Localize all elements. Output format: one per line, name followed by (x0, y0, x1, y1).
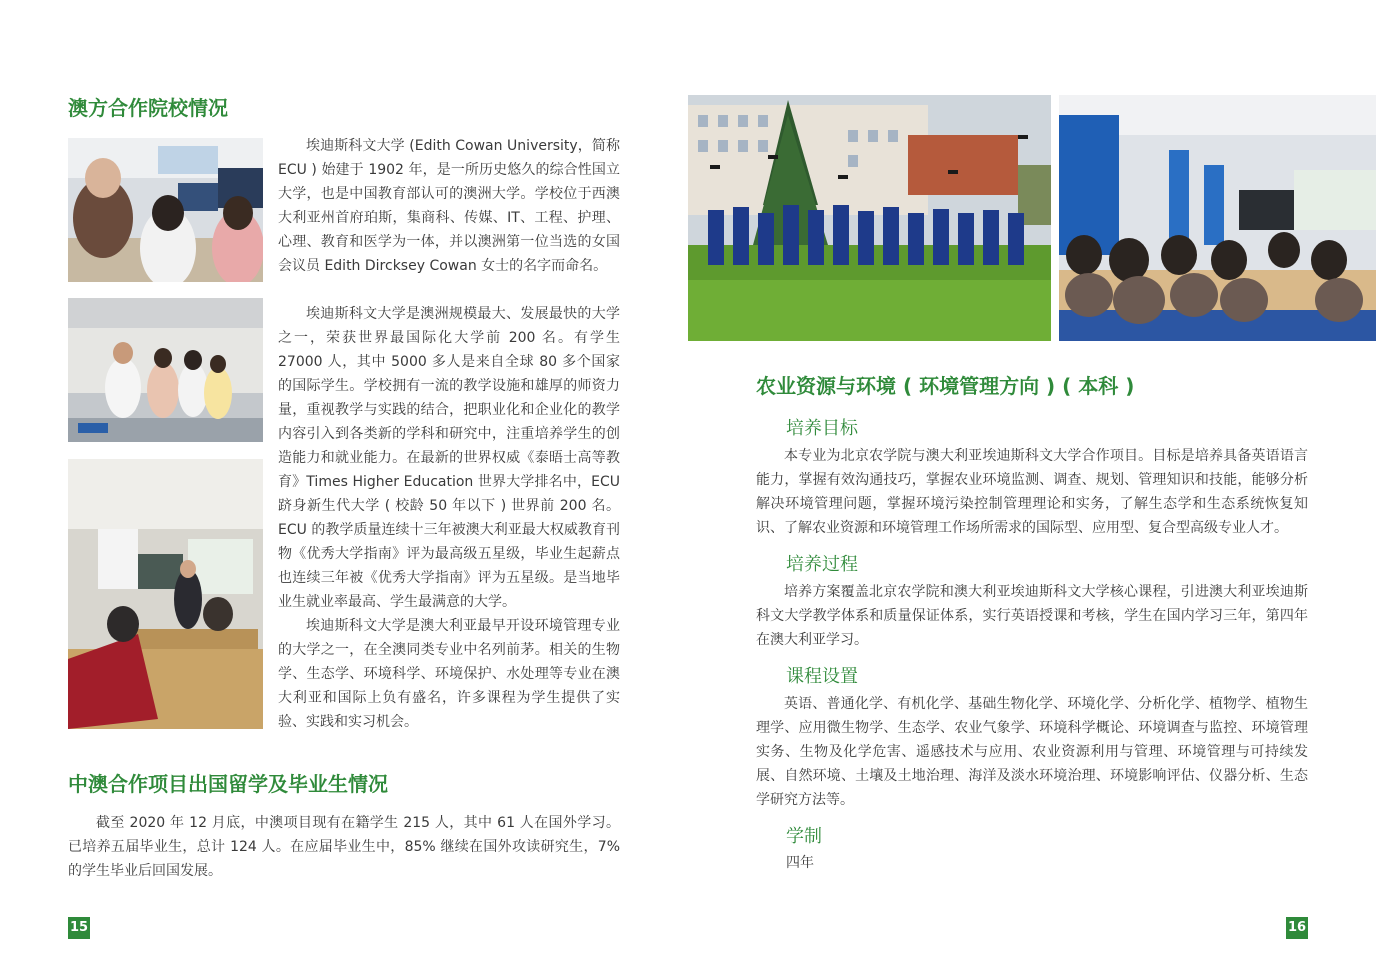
page-number-right: 16 (1286, 917, 1308, 939)
graduates-paragraph: 截至 2020 年 12 月底，中澳项目现有在籍学生 215 人，其中 61 人在国外学习。已培养五届毕业生，总计 124 人。在应届毕业生中，85% 继续在国外攻读研究生，7% 的学生毕业后回国发展。 (68, 815, 620, 879)
courses-text: 英语、普通化学、有机化学、基础生物化学、环境化学、分析化学、植物学、植物生理学、应用微生物学、生态学、农业气象学、环境科学概论、环境调查与监控、环境管理实务、生物及化学危害、遥感技术与应用、农业资源利用与管理、环境管理与可持续发展、自然环境、土壤及土地治理、海洋及淡水环境治理、环境影响评估、仪器分析、生态学研究方法等。 (756, 696, 1308, 808)
section-title-graduates: 中澳合作项目出国留学及毕业生情况 (68, 772, 388, 796)
classroom-photo (68, 459, 263, 729)
lecture-hall-photo (1059, 95, 1376, 341)
right-page (688, 0, 1376, 972)
process-text: 培养方案覆盖北京农学院和澳大利亚埃迪斯科文大学核心课程，引进澳大利亚埃迪斯科文大学教学体系和质量保证体系，实行英语授课和考核，学生在国内学习三年，第四年在澳大利亚学习。 (756, 584, 1308, 648)
goal-heading: 培养目标 (786, 418, 858, 439)
ecu-environment-paragraph: 埃迪斯科文大学是澳大利亚最早开设环境管理专业的大学之一，在全澳同类专业中名列前茅。相关的生物学、生态学、环境科学、环境保护、水处理等专业在澳大利亚和国际上负有盛名，许多课程为学生提供了实验、实践和实习机会。 (278, 618, 620, 730)
graduation-photo (688, 95, 1051, 341)
goal-text: 本专业为北京农学院与澳大利亚埃迪斯科文大学合作项目。目标是培养具备英语语言能力，掌握有效沟通技巧，掌握农业环境监测、调查、规划、管理知识和技能，能够分析解决环境管理问题，掌握环境污染控制管理理论和实务，了解生态学和生态系统恢复知识、了解农业资源和环境管理工作场所需求的国际型、应用型、复合型高级专业人才。 (756, 448, 1308, 536)
process-heading: 培养过程 (786, 554, 858, 575)
courses-heading: 课程设置 (786, 666, 858, 687)
ecu-ranking-paragraph: 埃迪斯科文大学是澳洲规模最大、发展最快的大学之一，荣获世界最国际化大学前 200 名。有学生 27000 人，其中 5000 多人是来自全球 80 多个国家的国际学生。学校拥有一流的教学设施和雄厚的师资力量，重视教学与实践的结合，把职业化和企业化的教学内容引入到各类新的学科和研究中，注重培养学生的创造能力和就业能力。在最新的世界权威《泰晤士高等教育》Times Higher Education 世界大学排名中，ECU 跻身新生代大学 ( 校龄 50 年以下 ) 世界前 200 名。ECU 的教学质量连续十三年被澳大利亚最大权威教育刊物《优秀大学指南》评为最高级五星级，毕业生起薪点也连续三年被《优秀大学指南》评为五星级。是当地毕业生就业率最高、学生最满意的大学。 (278, 306, 620, 610)
page-number-left: 15 (68, 917, 90, 939)
science-lab-photo (68, 298, 263, 442)
duration-heading: 学制 (786, 826, 822, 847)
duration-text: 四年 (786, 855, 814, 871)
program-title: 农业资源与环境 ( 环境管理方向 ) ( 本科 ) (756, 374, 1135, 398)
computer-lab-photo (68, 138, 263, 282)
ecu-intro-paragraph: 埃迪斯科文大学 (Edith Cowan University，简称 ECU ) 始建于 1902 年，是一所历史悠久的综合性国立大学，也是中国教育部认可的澳洲大学。学校位于西澳大利亚州首府珀斯，集商科、传媒、IT、工程、护理、心理、教育和医学为一体，并以澳洲第一位当选的女国会议员 Edith Dircksey Cowan 女士的名字而命名。 (278, 138, 620, 274)
section-title-partner-university: 澳方合作院校情况 (68, 96, 228, 120)
